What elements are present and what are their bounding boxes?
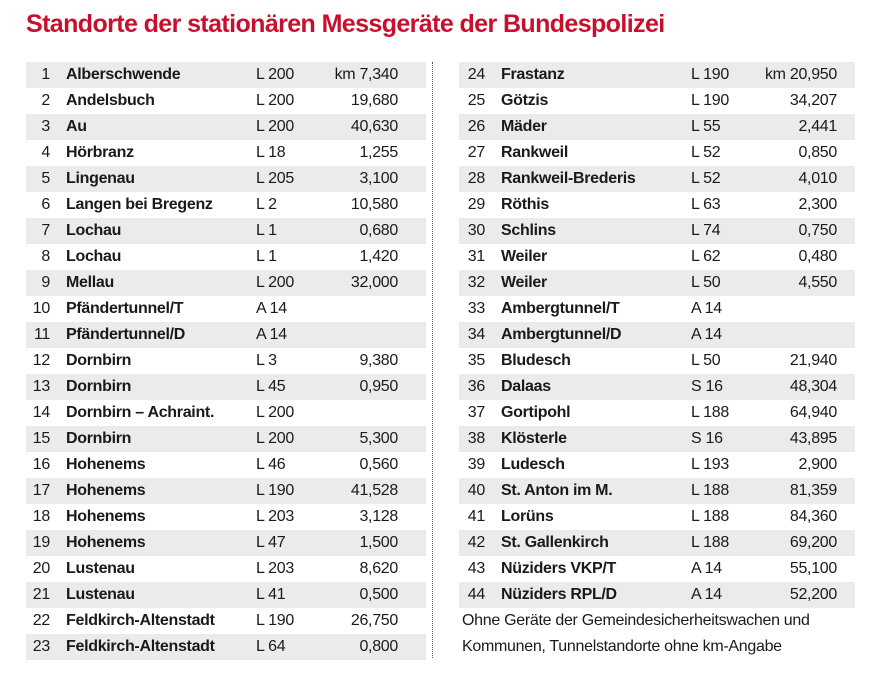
- location-name: Mellau: [66, 274, 114, 291]
- kilometer-value: 64,940: [789, 404, 837, 421]
- kilometer-value: 52,200: [789, 586, 837, 603]
- row-number: 24: [467, 66, 485, 83]
- location-name: Pfändertunnel/T: [66, 300, 184, 317]
- table-row: [459, 114, 855, 140]
- footnote-line: Ohne Geräte der Gemeindesicherheitswachen und: [462, 612, 810, 629]
- table-row: [459, 140, 855, 166]
- location-name: Rankweil-Brederis: [501, 170, 636, 187]
- road-number: L 63: [691, 196, 721, 213]
- road-number: S 16: [691, 378, 723, 395]
- table-row: [26, 348, 426, 374]
- column-divider: [432, 62, 433, 658]
- kilometer-value: 40,630: [350, 118, 398, 135]
- kilometer-value: 9,380: [359, 352, 398, 369]
- row-number: 37: [467, 404, 485, 421]
- location-name: Dornbirn: [66, 378, 132, 395]
- kilometer-value: 1,500: [359, 534, 398, 551]
- row-number: 19: [32, 534, 50, 551]
- road-number: L 190: [256, 612, 294, 629]
- row-number: 20: [32, 560, 50, 577]
- location-name: St. Gallenkirch: [501, 534, 609, 551]
- kilometer-value: 0,800: [359, 638, 398, 655]
- road-number: L 46: [256, 456, 286, 473]
- location-name: Nüziders RPL/D: [501, 586, 617, 603]
- footnote: [462, 608, 810, 660]
- table-row: [26, 218, 426, 244]
- location-name: Weiler: [501, 274, 547, 291]
- row-number: 16: [32, 456, 50, 473]
- kilometer-value: 2,441: [798, 118, 837, 135]
- road-number: A 14: [256, 300, 287, 317]
- road-number: L 47: [256, 534, 286, 551]
- road-number: L 50: [691, 274, 721, 291]
- row-number: 31: [467, 248, 485, 265]
- kilometer-value: 0,680: [359, 222, 398, 239]
- road-number: A 14: [256, 326, 287, 343]
- kilometer-value: 2,300: [798, 196, 837, 213]
- row-number: 28: [467, 170, 485, 187]
- location-name: Ludesch: [501, 456, 565, 473]
- row-number: 8: [41, 248, 50, 265]
- kilometer-value: km 7,340: [334, 66, 398, 83]
- road-number: L 200: [256, 404, 294, 421]
- row-number: 25: [467, 92, 485, 109]
- table-row: [459, 62, 855, 88]
- location-name: Dornbirn: [66, 352, 132, 369]
- row-number: 29: [467, 196, 485, 213]
- row-number: 21: [32, 586, 50, 603]
- road-number: L 1: [256, 248, 277, 265]
- location-name: Lochau: [66, 248, 122, 265]
- table-row: [26, 88, 426, 114]
- footnote-line: Kommunen, Tunnelstandorte ohne km-Angabe: [462, 638, 782, 655]
- kilometer-value: 3,100: [359, 170, 398, 187]
- row-number: 34: [467, 326, 485, 343]
- row-number: 36: [467, 378, 485, 395]
- kilometer-value: 5,300: [359, 430, 398, 447]
- kilometer-value: 69,200: [789, 534, 837, 551]
- location-name: Nüziders VKP/T: [501, 560, 616, 577]
- table-row: [26, 504, 426, 530]
- kilometer-value: 32,000: [350, 274, 398, 291]
- table-row: [26, 192, 426, 218]
- locations-table-right: [459, 62, 855, 608]
- row-number: 41: [467, 508, 485, 525]
- table-row: [26, 478, 426, 504]
- kilometer-value: 21,940: [789, 352, 837, 369]
- kilometer-value: 19,680: [350, 92, 398, 109]
- location-name: Langen bei Bregenz: [66, 196, 213, 213]
- road-number: L 62: [691, 248, 721, 265]
- row-number: 42: [467, 534, 485, 551]
- table-row: [26, 582, 426, 608]
- row-number: 5: [41, 170, 50, 187]
- road-number: L 200: [256, 118, 294, 135]
- table-row: [459, 88, 855, 114]
- road-number: A 14: [691, 326, 722, 343]
- table-row: [459, 244, 855, 270]
- locations-table-left: [26, 62, 426, 660]
- location-name: Dalaas: [501, 378, 551, 395]
- table-row: [26, 322, 426, 348]
- row-number: 6: [41, 196, 50, 213]
- road-number: L 3: [256, 352, 277, 369]
- kilometer-value: 84,360: [789, 508, 837, 525]
- kilometer-value: 0,950: [359, 378, 398, 395]
- kilometer-value: 0,850: [798, 144, 837, 161]
- road-number: L 193: [691, 456, 729, 473]
- location-name: Au: [66, 118, 87, 135]
- location-name: Andelsbuch: [66, 92, 155, 109]
- road-number: L 188: [691, 482, 729, 499]
- road-number: L 188: [691, 404, 729, 421]
- table-row: [26, 452, 426, 478]
- row-number: 15: [32, 430, 50, 447]
- table-row: [26, 166, 426, 192]
- location-name: Hohenems: [66, 508, 146, 525]
- table-row: [459, 296, 855, 322]
- road-number: L 190: [691, 92, 729, 109]
- location-name: Rankweil: [501, 144, 568, 161]
- road-number: L 200: [256, 274, 294, 291]
- table-row: [26, 140, 426, 166]
- row-number: 18: [32, 508, 50, 525]
- road-number: L 50: [691, 352, 721, 369]
- row-number: 27: [467, 144, 485, 161]
- table-row: [459, 556, 855, 582]
- location-name: Hörbranz: [66, 144, 134, 161]
- row-number: 1: [41, 66, 50, 83]
- table-row: [459, 374, 855, 400]
- table-row: [459, 322, 855, 348]
- kilometer-value: 0,500: [359, 586, 398, 603]
- location-name: Röthis: [501, 196, 549, 213]
- road-number: L 200: [256, 92, 294, 109]
- table-row: [459, 166, 855, 192]
- road-number: L 2: [256, 196, 277, 213]
- table-row: [26, 426, 426, 452]
- kilometer-value: 0,560: [359, 456, 398, 473]
- road-number: L 205: [256, 170, 294, 187]
- row-number: 32: [467, 274, 485, 291]
- row-number: 22: [32, 612, 50, 629]
- row-number: 44: [467, 586, 485, 603]
- kilometer-value: 41,528: [350, 482, 398, 499]
- location-name: Alberschwende: [66, 66, 181, 83]
- location-name: Lingenau: [66, 170, 135, 187]
- road-number: L 200: [256, 430, 294, 447]
- location-name: Pfändertunnel/D: [66, 326, 186, 343]
- road-number: L 18: [256, 144, 286, 161]
- kilometer-value: 3,128: [359, 508, 398, 525]
- table-row: [26, 296, 426, 322]
- row-number: 23: [32, 638, 50, 655]
- road-number: L 64: [256, 638, 286, 655]
- kilometer-value: 10,580: [350, 196, 398, 213]
- table-row: [26, 400, 426, 426]
- location-name: Hohenems: [66, 456, 146, 473]
- row-number: 14: [32, 404, 50, 421]
- location-name: Mäder: [501, 118, 547, 135]
- table-row: [26, 634, 426, 660]
- row-number: 39: [467, 456, 485, 473]
- road-number: L 203: [256, 508, 294, 525]
- page-title: Standorte der stationären Messgeräte der Bundespolizei: [26, 10, 665, 38]
- row-number: 33: [467, 300, 485, 317]
- kilometer-value: 4,550: [798, 274, 837, 291]
- location-name: Schlins: [501, 222, 556, 239]
- road-number: L 74: [691, 222, 721, 239]
- road-number: L 41: [256, 586, 286, 603]
- road-number: L 190: [256, 482, 294, 499]
- table-row: [459, 400, 855, 426]
- table-row: [459, 478, 855, 504]
- row-number: 7: [41, 222, 50, 239]
- kilometer-value: 8,620: [359, 560, 398, 577]
- kilometer-value: km 20,950: [764, 66, 837, 83]
- kilometer-value: 2,900: [798, 456, 837, 473]
- row-number: 12: [32, 352, 50, 369]
- location-name: Lochau: [66, 222, 122, 239]
- location-name: Frastanz: [501, 66, 565, 83]
- row-number: 3: [41, 118, 50, 135]
- location-name: Dornbirn: [66, 430, 132, 447]
- table-row: [459, 270, 855, 296]
- row-number: 11: [33, 326, 50, 343]
- location-name: Lorüns: [501, 508, 554, 525]
- row-number: 10: [32, 300, 50, 317]
- table-row: [26, 62, 426, 88]
- location-name: Hohenems: [66, 534, 146, 551]
- row-number: 43: [467, 560, 485, 577]
- table-row: [26, 270, 426, 296]
- kilometer-value: 81,359: [789, 482, 837, 499]
- road-number: L 188: [691, 508, 729, 525]
- table-row: [26, 556, 426, 582]
- table-row: [459, 348, 855, 374]
- row-number: 9: [41, 274, 50, 291]
- kilometer-value: 0,480: [798, 248, 837, 265]
- row-number: 2: [41, 92, 50, 109]
- row-number: 30: [467, 222, 485, 239]
- row-number: 17: [32, 482, 50, 499]
- road-number: L 188: [691, 534, 729, 551]
- location-name: Weiler: [501, 248, 547, 265]
- kilometer-value: 26,750: [350, 612, 398, 629]
- row-number: 4: [41, 144, 50, 161]
- road-number: A 14: [691, 560, 722, 577]
- road-number: L 52: [691, 170, 721, 187]
- location-name: Ambergtunnel/T: [501, 300, 620, 317]
- kilometer-value: 55,100: [789, 560, 837, 577]
- location-name: Ambergtunnel/D: [501, 326, 622, 343]
- row-number: 38: [467, 430, 485, 447]
- location-name: Lustenau: [66, 586, 135, 603]
- location-name: Feldkirch-Altenstadt: [66, 638, 215, 655]
- road-number: L 1: [256, 222, 277, 239]
- road-number: L 203: [256, 560, 294, 577]
- location-name: St. Anton im M.: [501, 482, 613, 499]
- road-number: L 55: [691, 118, 721, 135]
- table-row: [459, 530, 855, 556]
- location-name: Klösterle: [501, 430, 567, 447]
- table-row: [459, 582, 855, 608]
- table-row: [26, 374, 426, 400]
- table-row: [459, 192, 855, 218]
- location-name: Feldkirch-Altenstadt: [66, 612, 215, 629]
- kilometer-value: 34,207: [789, 92, 837, 109]
- row-number: 13: [32, 378, 50, 395]
- location-name: Bludesch: [501, 352, 571, 369]
- location-name: Götzis: [501, 92, 549, 109]
- road-number: L 45: [256, 378, 286, 395]
- location-name: Hohenems: [66, 482, 146, 499]
- table-row: [459, 504, 855, 530]
- table-row: [459, 218, 855, 244]
- location-name: Gortipohl: [501, 404, 571, 421]
- kilometer-value: 4,010: [798, 170, 837, 187]
- kilometer-value: 1,255: [359, 144, 398, 161]
- road-number: A 14: [691, 586, 722, 603]
- road-number: L 200: [256, 66, 294, 83]
- road-number: A 14: [691, 300, 722, 317]
- table-row: [459, 426, 855, 452]
- table-row: [26, 244, 426, 270]
- row-number: 35: [467, 352, 485, 369]
- kilometer-value: 1,420: [359, 248, 398, 265]
- kilometer-value: 43,895: [789, 430, 837, 447]
- road-number: S 16: [691, 430, 723, 447]
- table-row: [459, 452, 855, 478]
- location-name: Lustenau: [66, 560, 135, 577]
- location-name: Dornbirn – Achraint.: [66, 404, 215, 421]
- row-number: 40: [467, 482, 485, 499]
- table-row: [26, 114, 426, 140]
- table-row: [26, 608, 426, 634]
- row-number: 26: [467, 118, 485, 135]
- table-row: [26, 530, 426, 556]
- road-number: L 52: [691, 144, 721, 161]
- road-number: L 190: [691, 66, 729, 83]
- kilometer-value: 48,304: [789, 378, 837, 395]
- kilometer-value: 0,750: [798, 222, 837, 239]
